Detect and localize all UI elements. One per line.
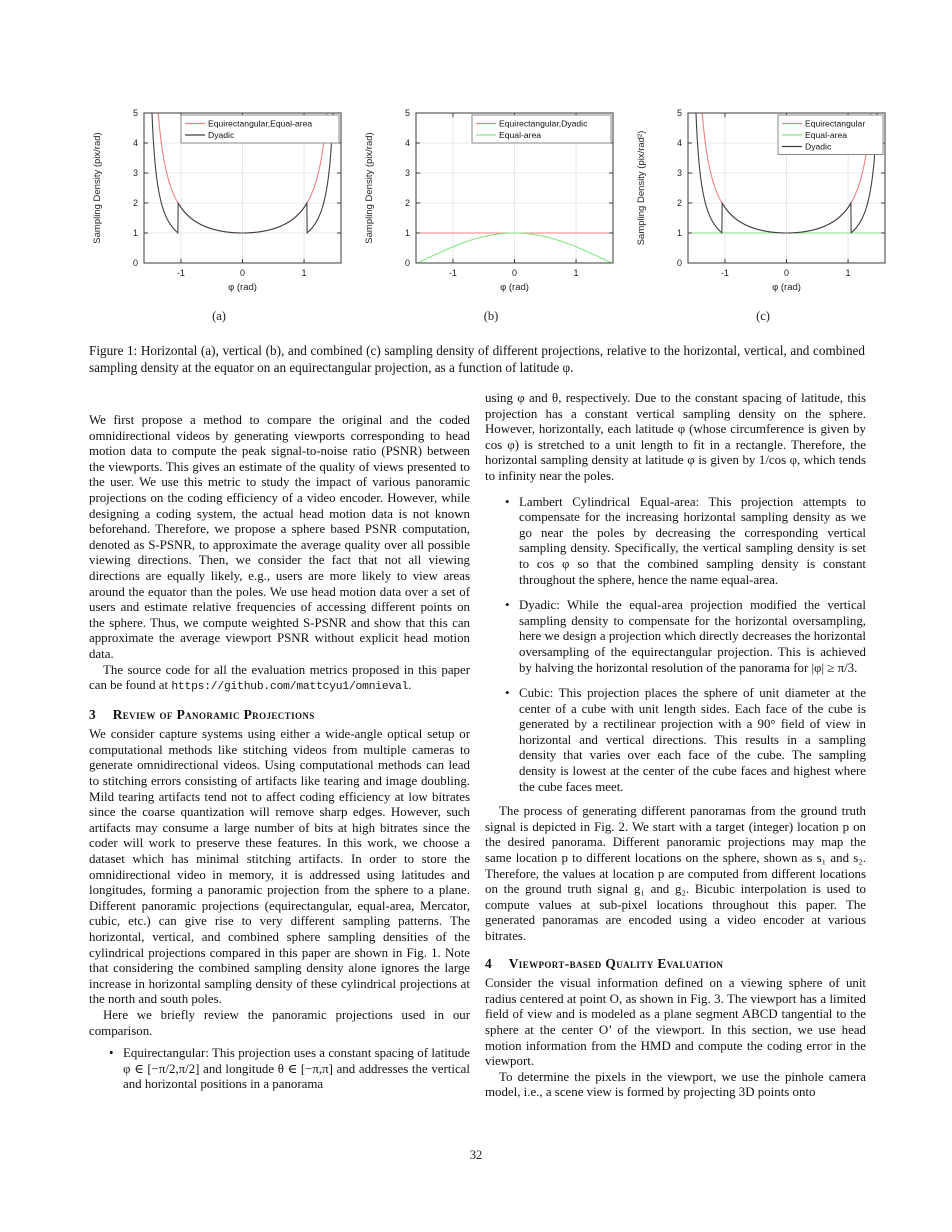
svg-text:φ (rad): φ (rad) bbox=[772, 282, 801, 293]
subplot-b bbox=[358, 103, 624, 324]
subplot-c-label: (c) bbox=[756, 309, 770, 323]
section-heading-3 bbox=[89, 707, 470, 723]
section-4-title: Viewport-based Quality Evaluation bbox=[508, 955, 724, 971]
page-number: 32 bbox=[469, 1148, 483, 1162]
svg-text:2: 2 bbox=[132, 198, 138, 208]
bullet-cubic-text: Cubic: This projection places the sphere of unit diameter at the center of a cube with unit length sides. Each face of the cube is generated by a rectilinear projection with a 90° field of view in horizontal and vertical directions. This results in a sampling density that varies over each face of the cube. The sampling density is lowest at the center of the cube faces and highest where the cube faces meet. bbox=[519, 686, 866, 794]
svg-text:Equirectangular,Dyadic: Equirectangular,Dyadic bbox=[499, 118, 588, 129]
paragraph-review-intro: Here we briefly review the panoramic projections used in our comparison. bbox=[89, 1007, 470, 1038]
bullet-equirectangular-text: Equirectangular: This projection uses a constant spacing of latitude φ ∈ [−π/2,π/2] and longitude θ ∈ [−π,π] and addresses the vertical and horizontal positions in a panorama bbox=[123, 1046, 470, 1092]
svg-text:2: 2 bbox=[676, 198, 682, 208]
svg-text:0: 0 bbox=[676, 258, 682, 268]
right-column bbox=[485, 391, 866, 1139]
paragraph-panorama-generation: The process of generating different panoramas from the ground truth signal is depicted in Fig. 2. We start with a target (integer) location p on the desired panorama. Different panoramic projections may map the same location p to different locations on the sphere, shown as s₁ and s₂. Therefore, the values at location p are computed from different locations on the ground truth signal g₁ and g₂. Bicubic interpolation is used to compute values at sub-pixel locations throughout this paper. The generated panoramas are encoded using a video encoder at various bitrates. bbox=[485, 804, 866, 943]
section-3-title: Review of Panoramic Projections bbox=[112, 706, 315, 722]
source-code-text: The source code for all the evaluation metrics proposed in this paper can be found at bbox=[89, 662, 470, 693]
figure-caption bbox=[89, 342, 865, 376]
svg-text:5: 5 bbox=[676, 108, 682, 118]
svg-text:0: 0 bbox=[132, 258, 138, 268]
figure-caption-text: Horizontal (a), vertical (b), and combined (c) sampling density of different projections, relative to the horizontal, vertical, and combined sampling density at the equator on an equirectangular projection, as a function of latitude φ. bbox=[89, 343, 865, 376]
bullet-dyadic bbox=[505, 598, 866, 676]
plot-a-svg bbox=[86, 103, 352, 305]
svg-text:Sampling Density (pix/rad): Sampling Density (pix/rad) bbox=[92, 132, 103, 244]
bullet-dyadic-text: Dyadic: While the equal-area projection modified the vertical sampling density to compensate for the horizontal oversampling, here we design a projection which directly decreases the horizontal oversampling of the equirectangular projection. This is achieved by halving the horizontal resolution of the panorama for |φ| ≥ π/3. bbox=[519, 598, 866, 675]
svg-text:-1: -1 bbox=[176, 268, 185, 278]
section-heading-4 bbox=[485, 956, 866, 972]
subplot-c bbox=[630, 103, 896, 324]
subplot-a-label: (a) bbox=[212, 309, 226, 323]
svg-text:Dyadic: Dyadic bbox=[805, 141, 832, 152]
svg-text:φ (rad): φ (rad) bbox=[500, 282, 529, 293]
svg-text:3: 3 bbox=[404, 168, 410, 178]
svg-text:Sampling Density (pix/rad): Sampling Density (pix/rad) bbox=[364, 132, 375, 244]
plot-c-svg bbox=[630, 103, 896, 305]
paragraph-pinhole: To determine the pixels in the viewport, we use the pinhole camera model, i.e., a scene view is formed by projecting 3D points onto bbox=[485, 1069, 866, 1100]
svg-text:5: 5 bbox=[132, 108, 138, 118]
svg-text:3: 3 bbox=[132, 168, 138, 178]
svg-text:0: 0 bbox=[783, 268, 790, 278]
subplot-a bbox=[86, 103, 352, 324]
svg-text:4: 4 bbox=[676, 138, 682, 148]
paragraph-capture-systems: We consider capture systems using either a wide-angle optical setup or computational methods like stitching videos from multiple cameras to generate omnidirectional videos. Using computational methods can lead to stitching errors consisting of artifacts like tearing and image doubling. Mild tearing artifacts tend not to affect coding efficiency at low bitrates since the coarse quantization will remove sharp edges. However, such artifacts may consume a large number of bits at high bitrates since the coder will work to preserve these features. In this work, we choose a dataset which has minimal stitching artifacts. In order to store the omnidirectional video in memory, it is addressed using latitudes and longitudes, forming a panoramic projection from the sphere to a plane. Different panoramic projections (equirectangular, equal-area, Mercator, cubic, etc.) can give rise to very different sampling patterns. The horizontal, vertical, and combined sphere sampling densities of the cylindrical projections compared in this paper are shown in Fig. 1. Note that considering the combined sampling density alone ignores the large increase in horizontal sampling density of these cylindrical projections at the north and south poles. bbox=[89, 727, 470, 1007]
svg-text:3: 3 bbox=[676, 168, 682, 178]
paragraph-viewing-sphere: Consider the visual information defined on a viewing sphere of unit radius centered at point O, as shown in Fig. 3. The viewport has a limited field of view and is modeled as a plane segment ABCD tangential to the sphere at the center O’ of the viewport. In this section, we use head motion information from the HMD and compute the coding error in the viewport. bbox=[485, 976, 866, 1069]
paragraph-source-code bbox=[89, 663, 470, 696]
svg-text:0: 0 bbox=[239, 268, 246, 278]
section-3-number: 3 bbox=[89, 706, 96, 722]
svg-text:Equal-area: Equal-area bbox=[805, 130, 848, 140]
bullet-cubic bbox=[505, 686, 866, 795]
bullet-equal-area-text: Lambert Cylindrical Equal-area: This projection attempts to compensate for the increasing horizontal sampling density as we go near the poles by decreasing the corresponding vertical sampling density. Specifically, the vertical sampling density is set to cos φ so that the combined sampling density is constant throughout the sphere, hence the name equal-area. bbox=[519, 494, 866, 587]
subplot-b-label: (b) bbox=[483, 309, 499, 323]
svg-text:2: 2 bbox=[404, 198, 410, 208]
svg-text:0: 0 bbox=[404, 258, 410, 268]
svg-text:1: 1 bbox=[845, 268, 851, 278]
bullet-equal-area bbox=[505, 495, 866, 589]
svg-text:1: 1 bbox=[404, 228, 410, 238]
svg-text:1: 1 bbox=[132, 228, 138, 238]
svg-text:1: 1 bbox=[676, 228, 682, 238]
svg-text:5: 5 bbox=[404, 108, 410, 118]
svg-text:-1: -1 bbox=[448, 268, 457, 278]
svg-text:Equirectangular,Equal-area: Equirectangular,Equal-area bbox=[208, 118, 313, 129]
left-column bbox=[89, 413, 470, 1143]
svg-text:Dyadic: Dyadic bbox=[208, 130, 235, 140]
paragraph-intro: We first propose a method to compare the original and the coded omnidirectional videos by generating viewports corresponding to head motion data to compute the peak signal-to-noise ratio (PSNR) between the viewports. This gives an estimate of the quality of views presented to the user. We use this metric to study the impact of various panoramic projections on the coding efficiency of a video encoder. However, while designing a coding system, the actual head motion data is not known beforehand. Therefore, we propose a sphere based PSNR computation, denoted as S-PSNR, to approximate the average quality over all possible viewing directions. Then, we consider the fact that not all viewing directions are equally likely, e.g., users are more likely to view areas around the equator than the poles. We use head motion data over a set of users and estimate relative frequencies of accessing different points on the sphere. Thus, we compute weighted S-PSNR and show that this can approximate the average viewport PSNR without explicit head motion data. bbox=[89, 413, 470, 661]
paragraph-equirect-continuation: using φ and θ, respectively. Due to the constant spacing of latitude, this projection has a constant vertical sampling density on the sphere. However, horizontally, each latitude φ (whose circumference is given by cos φ) is stretched to a unit length to fit in a rectangle. Therefore, the horizontal sampling density at latitude φ is given by 1/cos φ, which tends to infinity near the poles. bbox=[485, 391, 866, 483]
svg-text:Equal-area: Equal-area bbox=[499, 130, 542, 140]
source-code-link[interactable]: https://github.com/mattcyu1/omnieval bbox=[171, 681, 409, 694]
bullet-marker: • bbox=[109, 1046, 114, 1061]
bullet-marker: • bbox=[505, 598, 510, 613]
svg-text:φ (rad): φ (rad) bbox=[228, 282, 257, 293]
figure-caption-label: Figure 1: bbox=[89, 343, 138, 359]
source-code-period: . bbox=[408, 678, 412, 693]
plot-b-svg bbox=[358, 103, 624, 305]
svg-text:Equirectangular: Equirectangular bbox=[805, 118, 866, 129]
svg-text:Sampling Density (pix/rad²): Sampling Density (pix/rad²) bbox=[636, 130, 647, 246]
svg-text:-1: -1 bbox=[720, 268, 729, 278]
svg-text:4: 4 bbox=[404, 138, 410, 148]
bullet-equirectangular bbox=[109, 1046, 470, 1093]
bullet-marker: • bbox=[505, 686, 510, 701]
bullet-marker: • bbox=[505, 494, 510, 509]
svg-text:1: 1 bbox=[573, 268, 579, 278]
svg-text:1: 1 bbox=[301, 268, 307, 278]
section-4-number: 4 bbox=[485, 955, 492, 971]
svg-text:0: 0 bbox=[511, 268, 518, 278]
figure-1-plots bbox=[86, 103, 896, 324]
svg-text:4: 4 bbox=[132, 138, 138, 148]
